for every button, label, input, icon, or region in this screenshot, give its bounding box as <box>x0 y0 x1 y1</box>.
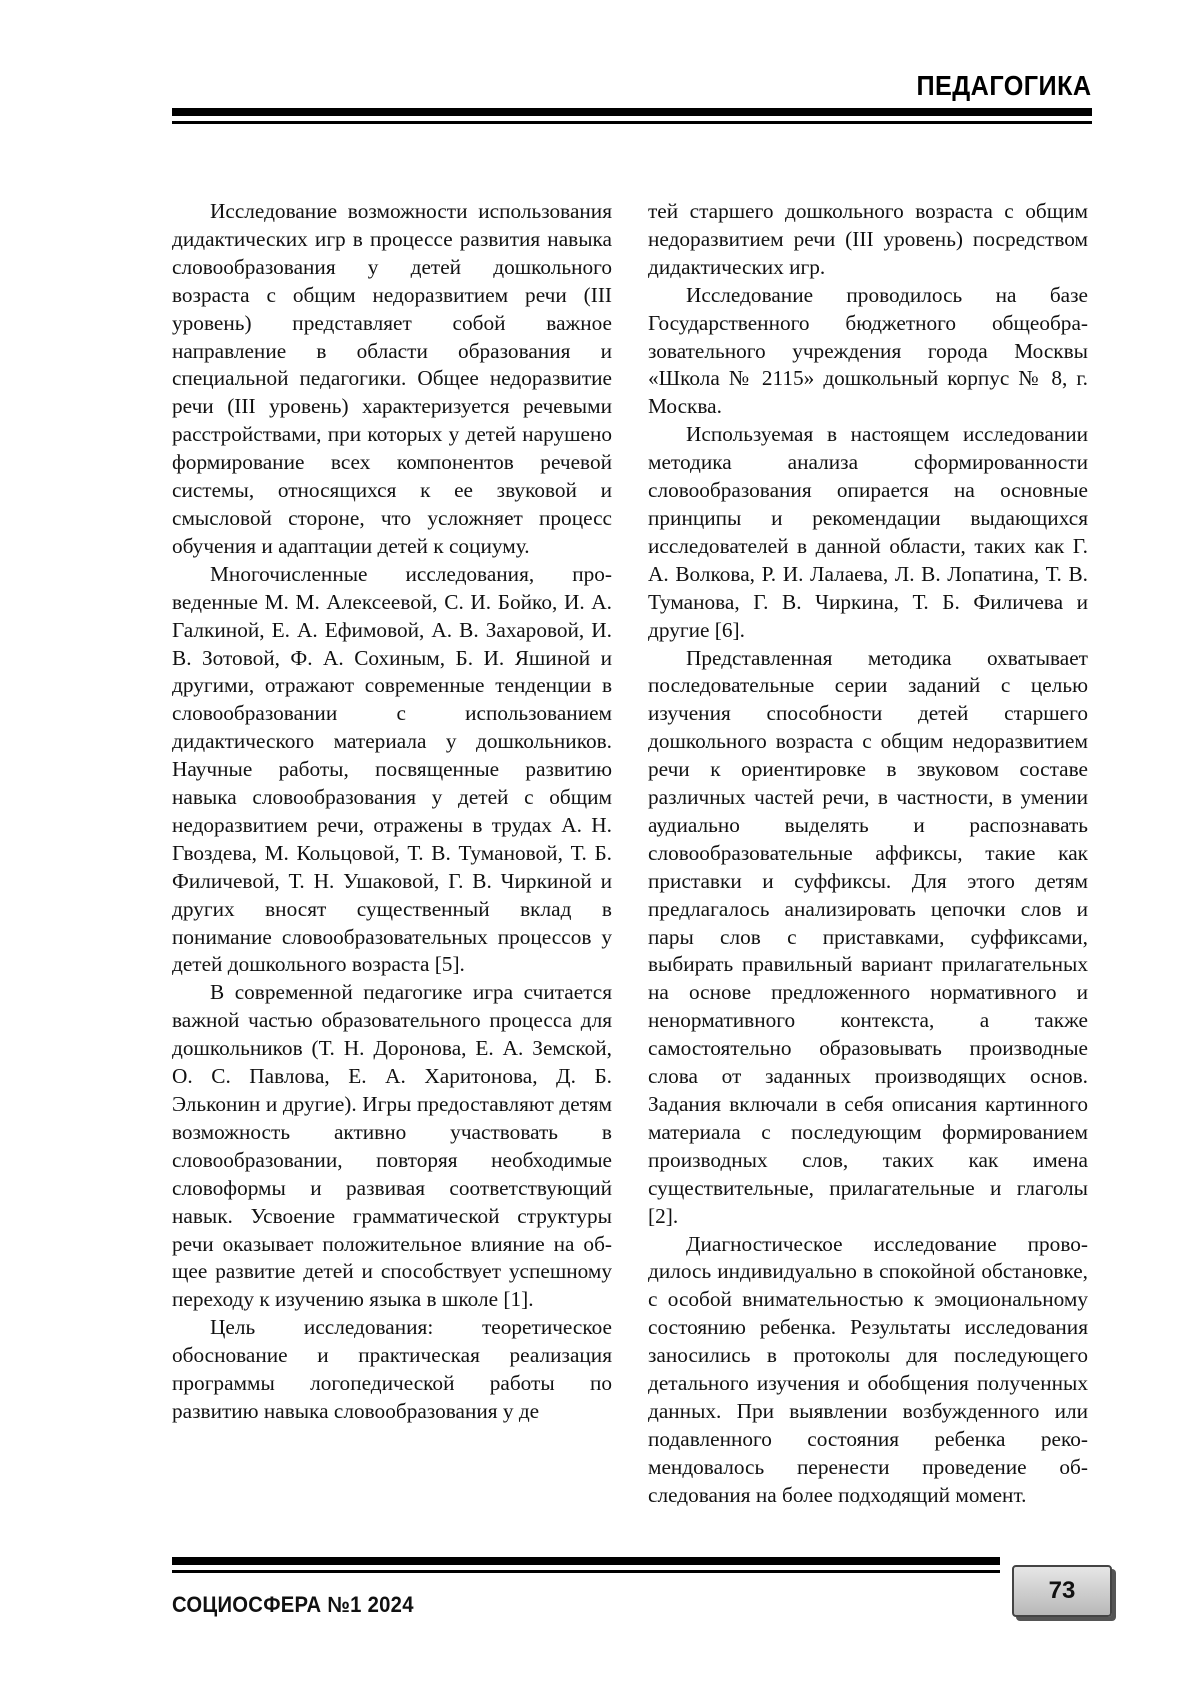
page-number: 73 <box>1012 1565 1112 1617</box>
paragraph: Исследование проводилось на базе Государственного бюджетного общеобра­зовательного учреждения города Москвы «Школа № 2115» дошкольный корпус № 8, г. Москва. <box>648 282 1088 422</box>
section-title: ПЕДАГОГИКА <box>917 70 1092 102</box>
header-rule-thin <box>172 121 1092 124</box>
paragraph-continuation: тей старшего дошкольного возраста с об­щим недоразвитием речи (III уровень) по­средством дидактических игр. <box>648 198 1088 282</box>
footer-rule-thin <box>172 1570 1000 1573</box>
paragraph: Представленная методика охватывает последовательные серии заданий с целью изучения способности детей старшего дошкольного возраста с общим недораз­витием речи к ориентировке в звуковом составе различных частей речи, в частно­сти, в умении аудиально выделять и рас­познавать словообразовательные аффик­сы, такие как приставки и суффиксы. Для этого детям предлагалось анализировать цепочки слов и пары слов с приставками, суффиксами, выбирать правильный вари­ант прилагательных на основе предло­женного нормативного и ненормативного контекста, а также самостоятельно обра­зовывать производные слова от заданных производящих основ. Задания включали в себя описания картинного материала с по­следующим формированием производных слов, таких как имена существительные, прилагательные и глаголы [2]. <box>648 645 1088 1231</box>
paragraph: Многочисленные исследования, про­веденные М. М. Алексеевой, С. И. Бойко, И. А. Галкиной, Е. А. Ефимовой, А. В. За­харовой, И. В. Зотовой, Ф. А. Сохиным, Б. И. Яшиной и другими, отражают со­временные тенденции в словообразовании с использованием дидактического матери­ала у дошкольников. Научные работы, по­священные развитию навыка словообра­зования у детей с общим недоразвитием речи, отражены в трудах А. Н. Гвоздева, М. Кольцовой, Т. В. Тумановой, Т. Б. Фи­личевой, Т. Н. Ушаковой, Г. В. Чиркиной и других вносят существенный вклад в понимание словообразовательных про­цессов у детей дошкольного возраста [5]. <box>172 561 612 980</box>
header-rule-thick <box>172 108 1092 116</box>
left-column <box>172 198 612 1426</box>
paragraph: В современной педагогике игра счита­ется важной частью образовательного процесса для дошкольников (Т. Н. Доро­нова, Е. А. Земской, О. С. Павлова, Е. А. Харитонова, Д. Б. Эльконин и дру­гие). Игры предоставляют детям возмож­ность активно участвовать в словообразо­вании, повторяя необходимые словофор­мы и развивая соответствующий навык. Усвоение грамматической структуры речи оказывает положительное влияние на об­щее развитие детей и способствует успешному переходу к изучению языка в школе [1]. <box>172 979 612 1314</box>
paragraph: Используемая в настоящем исследова­нии методика анализа сформированности словообразования опирается на основные принципы и рекомендации выдающихся исследователей в данной области, таких как Г. А. Волкова, Р. И. Лалаева, Л. В. Ло­патина, Т. В. Туманова, Г. В. Чиркина, Т. Б. Филичева и другие [6]. <box>648 421 1088 644</box>
footer-rule-thick <box>172 1557 1000 1565</box>
paragraph: Диагностическое исследование прово­дилось индивидуально в спокойной об­становке, с особой внимательностью к эмоциональному состоянию ребенка. Ре­зультаты исследования заносились в про­токолы для последующего детального изучения и обобщения полученных дан­ных. При выявлении возбужденного или подавленного состояния ребенка реко­мендовалось перенести проведение об­следования на более подходящий момент. <box>648 1231 1088 1510</box>
right-column <box>648 198 1088 1510</box>
paragraph: Цель исследования: теоретическое обоснование и практическая реализация программы логопедической работы по развитию навыка словообразования у де­ <box>172 1314 612 1426</box>
journal-title: СОЦИОСФЕРА №1 2024 <box>172 1592 414 1618</box>
paragraph: Исследование возможности использо­вания дидактических игр в процессе разви­тия навыка словообразования у детей до­школьного возраста с общим недоразвити­ем речи (III уровень) представляет собой важное направление в области образования и специальной педагогики. Общее недо­развитие речи (III уровень) характеризует­ся речевыми расстройствами, при которых у детей нарушено формирование всех ком­понентов речевой системы, относящихся к ее звуковой и смысловой стороне, что усложняет процесс обучения и адаптации детей к социуму. <box>172 198 612 561</box>
